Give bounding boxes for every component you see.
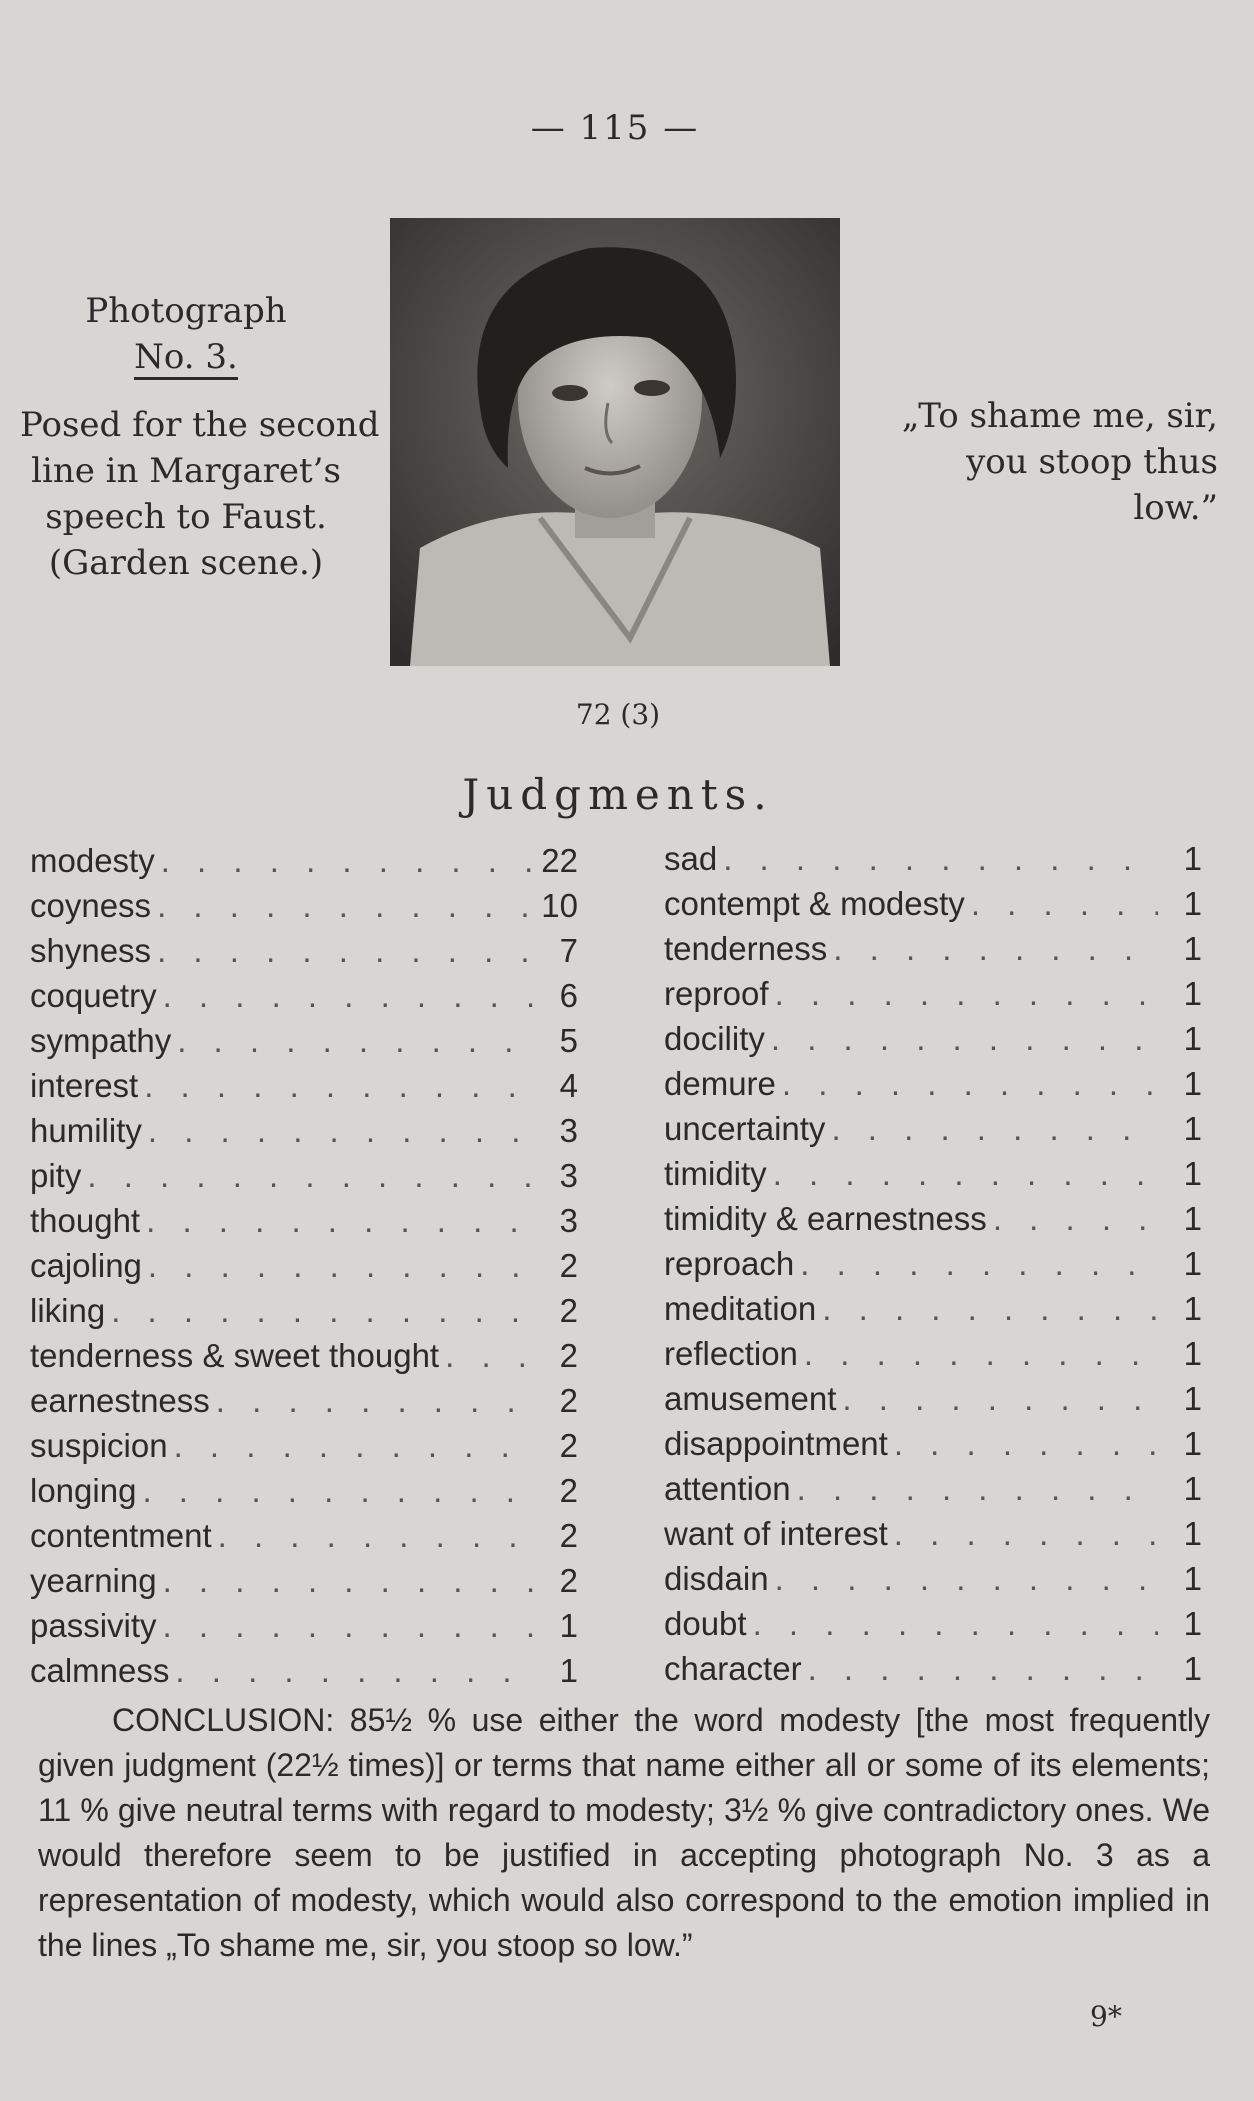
judgment-row (30, 1063, 578, 1108)
judgment-term: coyness (30, 887, 152, 924)
judgment-row (664, 1196, 1202, 1241)
judgment-count: 1 (1183, 975, 1202, 1012)
dot-leader (142, 1243, 534, 1288)
judgment-row (664, 1016, 1202, 1061)
judgment-row (664, 1106, 1202, 1151)
judgment-count: 1 (559, 1652, 578, 1689)
dot-leader (212, 1513, 534, 1558)
judgment-term: attention (664, 1470, 791, 1507)
judgment-term: passivity (30, 1607, 157, 1644)
judgment-count: 3 (559, 1112, 578, 1149)
judgment-row (30, 1558, 578, 1603)
judgment-term: coquetry (30, 977, 157, 1014)
judgment-count: 1 (1183, 1650, 1202, 1687)
speech-quote (878, 393, 1218, 531)
judgment-count: 2 (559, 1472, 578, 1509)
judgment-term: character (664, 1650, 802, 1687)
judgment-term: amusement (664, 1380, 837, 1417)
judgments-heading: Judgments. (462, 770, 774, 819)
dot-leader (157, 1558, 534, 1603)
dot-leader (791, 1466, 1158, 1511)
photo-label: Photograph (85, 291, 287, 331)
judgment-count: 1 (559, 1607, 578, 1644)
judgment-row (30, 1513, 578, 1558)
judgment-row (30, 928, 578, 973)
judgment-row (664, 1601, 1202, 1646)
judgment-row (30, 883, 578, 928)
judgment-term: cajoling (30, 1247, 142, 1284)
judgment-term: contempt & modesty (664, 885, 965, 922)
judgment-term: yearning (30, 1562, 157, 1599)
judgment-term: reproof (664, 975, 769, 1012)
judgment-row (664, 1466, 1202, 1511)
judgment-term: sad (664, 840, 718, 877)
dot-leader (168, 1423, 534, 1468)
judgment-count: 6 (559, 977, 578, 1014)
judgments-left-column (30, 838, 578, 1693)
dot-leader (210, 1378, 534, 1423)
judgment-count: 22 (541, 842, 578, 879)
judgment-row (30, 1378, 578, 1423)
judgment-row (30, 1333, 578, 1378)
dot-leader (142, 1108, 534, 1153)
page-number: — 115 — (530, 108, 700, 148)
judgment-term: suspicion (30, 1427, 168, 1464)
judgment-count: 2 (559, 1247, 578, 1284)
judgment-row (30, 1108, 578, 1153)
photo-description-line: speech to Faust. (45, 497, 327, 537)
judgment-count: 1 (1183, 1470, 1202, 1507)
judgment-term: timidity (664, 1155, 767, 1192)
judgment-term: longing (30, 1472, 137, 1509)
plate-reference: 72 (3) (575, 698, 661, 731)
judgment-term: uncertainty (664, 1110, 826, 1147)
judgment-term: disdain (664, 1560, 769, 1597)
judgment-term: demure (664, 1065, 776, 1102)
conclusion-text: 85½ % use either the word modesty [the most frequently given judgment (22½ times)] or terms that name either all or some of its elements; 11 % give neutral terms with regard to modesty; 3½ % give contradictory ones. We would therefore seem to be justified in accepting photograph No. 3 as a representation of modesty, which would also correspond to the emotion implied in the lines „To shame me, sir, you stoop so low.” (38, 1702, 1211, 1963)
judgment-row (664, 1511, 1202, 1556)
judgment-term: pity (30, 1157, 82, 1194)
judgment-count: 1 (1183, 1515, 1202, 1552)
judgment-row (30, 1423, 578, 1468)
judgment-term: timidity & earnestness (664, 1200, 987, 1237)
judgment-term: shyness (30, 932, 152, 969)
judgment-count: 1 (1183, 1200, 1202, 1237)
dot-leader (776, 1061, 1158, 1106)
portrait-photograph-image (390, 218, 840, 666)
dot-leader (767, 1151, 1158, 1196)
judgment-term: disappointment (664, 1425, 888, 1462)
judgment-term: interest (30, 1067, 139, 1104)
dot-leader (888, 1511, 1158, 1556)
judgment-count: 10 (541, 887, 578, 924)
photo-description (20, 402, 380, 586)
judgment-count: 2 (559, 1382, 578, 1419)
judgment-row (664, 1421, 1202, 1466)
judgment-row (664, 1646, 1202, 1691)
dot-leader (965, 881, 1158, 926)
photo-caption (20, 288, 380, 586)
judgment-count: 1 (1183, 1380, 1202, 1417)
dot-leader (827, 926, 1158, 971)
judgment-row (664, 1331, 1202, 1376)
photo-description-line: line in Margaret’s (31, 451, 341, 491)
judgment-count: 1 (1183, 1605, 1202, 1642)
judgment-term: humility (30, 1112, 142, 1149)
judgment-count: 1 (1183, 1110, 1202, 1147)
judgment-count: 1 (1183, 885, 1202, 922)
conclusion-paragraph (38, 1698, 1210, 1968)
judgment-count: 2 (559, 1337, 578, 1374)
judgment-count: 1 (1183, 1065, 1202, 1102)
judgment-count: 1 (1183, 1560, 1202, 1597)
judgment-row (664, 1151, 1202, 1196)
judgment-term: liking (30, 1292, 106, 1329)
dot-leader (169, 1648, 534, 1693)
judgment-term: docility (664, 1020, 765, 1057)
dot-leader (81, 1153, 534, 1198)
judgment-row (664, 881, 1202, 926)
dot-leader (802, 1646, 1158, 1691)
judgment-row (30, 1603, 578, 1648)
judgment-row (30, 1648, 578, 1693)
dot-leader (151, 883, 534, 928)
judgment-row (30, 1198, 578, 1243)
dot-leader (888, 1421, 1158, 1466)
judgment-count: 2 (559, 1427, 578, 1464)
judgment-count: 5 (559, 1022, 578, 1059)
dot-leader (105, 1288, 534, 1333)
judgment-term: tenderness & sweet thought (30, 1337, 440, 1374)
judgment-count: 1 (1183, 930, 1202, 967)
photo-description-line: (Garden scene.) (48, 543, 324, 583)
judgment-row (664, 1556, 1202, 1601)
dot-leader (816, 1286, 1158, 1331)
judgment-count: 4 (559, 1067, 578, 1104)
judgment-count: 1 (1183, 1245, 1202, 1282)
judgment-row (30, 1153, 578, 1198)
quote-line: „To shame me, sir, (901, 396, 1218, 436)
dot-leader (151, 928, 534, 973)
dot-leader (138, 1063, 534, 1108)
judgment-count: 3 (559, 1202, 578, 1239)
judgment-row (664, 926, 1202, 971)
judgment-row (664, 1241, 1202, 1286)
judgment-row (30, 973, 578, 1018)
judgment-row (664, 971, 1202, 1016)
judgment-count: 1 (1183, 1425, 1202, 1462)
photo-number: No. 3. (134, 337, 238, 380)
dot-leader (765, 1016, 1158, 1061)
judgment-row (30, 1288, 578, 1333)
judgment-term: calmness (30, 1652, 170, 1689)
judgment-term: modesty (30, 842, 155, 879)
dot-leader (825, 1106, 1158, 1151)
dot-leader (439, 1333, 534, 1378)
judgment-count: 1 (1183, 1290, 1202, 1327)
dot-leader (171, 1018, 534, 1063)
dot-leader (717, 836, 1158, 881)
judgment-row (664, 1286, 1202, 1331)
photo-description-line: Posed for the second (20, 405, 380, 445)
conclusion-label: CONCLUSION: (112, 1702, 335, 1738)
dot-leader (769, 1556, 1158, 1601)
portrait-photograph (390, 218, 840, 666)
judgment-row (664, 836, 1202, 881)
dot-leader (747, 1601, 1158, 1646)
judgment-count: 1 (1183, 1155, 1202, 1192)
dot-leader (769, 971, 1158, 1016)
dot-leader (794, 1241, 1158, 1286)
judgment-count: 2 (559, 1292, 578, 1329)
judgment-count: 2 (559, 1517, 578, 1554)
judgment-term: meditation (664, 1290, 817, 1327)
judgment-count: 3 (559, 1157, 578, 1194)
signature-mark: 9* (1090, 2000, 1122, 2033)
judgment-term: want of interest (664, 1515, 888, 1552)
judgment-count: 1 (1183, 1020, 1202, 1057)
judgment-count: 1 (1183, 840, 1202, 877)
judgment-term: tenderness (664, 930, 828, 967)
judgment-row (30, 1243, 578, 1288)
dot-leader (157, 1603, 534, 1648)
judgment-row (664, 1061, 1202, 1106)
dot-leader (157, 973, 534, 1018)
judgment-row (30, 1468, 578, 1513)
judgment-row (664, 1376, 1202, 1421)
dot-leader (987, 1196, 1158, 1241)
judgment-term: earnestness (30, 1382, 210, 1419)
judgment-term: contentment (30, 1517, 212, 1554)
dot-leader (798, 1331, 1158, 1376)
judgment-count: 7 (559, 932, 578, 969)
dot-leader (136, 1468, 534, 1513)
judgment-term: doubt (664, 1605, 747, 1642)
judgment-term: reproach (664, 1245, 795, 1282)
dot-leader (836, 1376, 1158, 1421)
judgment-row (30, 838, 578, 883)
dot-leader (155, 838, 534, 883)
judgment-term: reflection (664, 1335, 798, 1372)
judgment-term: sympathy (30, 1022, 172, 1059)
quote-line: you stoop thus low.” (966, 442, 1218, 528)
judgment-term: thought (30, 1202, 141, 1239)
judgment-count: 2 (559, 1562, 578, 1599)
judgment-row (30, 1018, 578, 1063)
judgments-right-column (664, 836, 1202, 1691)
judgment-count: 1 (1183, 1335, 1202, 1372)
dot-leader (140, 1198, 534, 1243)
